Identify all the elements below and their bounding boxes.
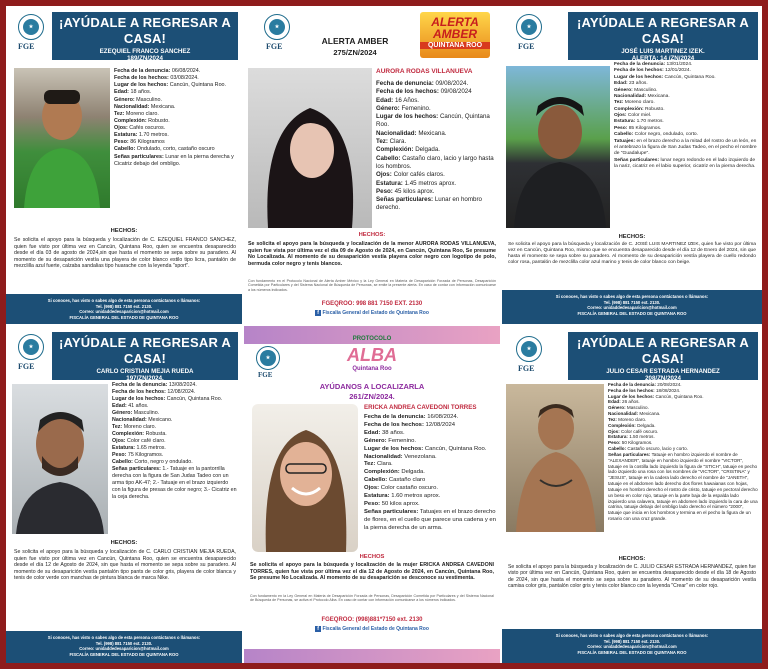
details-row: Nacionalidad: Mexicana. — [614, 93, 670, 99]
fge-logo-icon: ★ — [516, 336, 542, 362]
details-row: Edad: 16 Años. — [376, 96, 420, 104]
person-silhouette-icon — [248, 68, 372, 228]
details-row: Nacionalidad: Mexicano. — [112, 416, 173, 423]
poster-collage — [6, 6, 762, 663]
details-row: Complexión: Delgada. — [376, 146, 440, 154]
folio: 197/ZN/2024. — [126, 375, 164, 383]
fine-print: Con fundamento en la Ley General en Materia de Desaparición Forzada de Personas, Desaparición Cometida por Particulares y del Sistema Nacional de Búsqueda de Personas, se activa el Protocolo Alba. En caso de contar con información comunicarse a los números indicados. — [250, 594, 494, 603]
details-row: Señas particulares: lunar negro redondo en el lado izquierdo de la nariz, cicatriz en el labio superior, cicatriz en la pierna derecha. — [614, 157, 756, 169]
details-row: Señas particulares: Tatuaje en hombro izquierdo el nombre de "ALEXANDER", tatuaje en hombro izquierdo el nombre "VICTOR", tatuaje en la costilla lado izquierdo la figura de "STICH", tatuaje en pecho lado izquierdo una rosa con los nombres de "VICTOR", "CRISTINA" y "JESUS", tatuaje en la cadera lado derecho el nombre de "JANETH", tatuaje en el abdomen lado derecho dos flores hawaianas con hojas, tatuaje en hombro derecho el rostro de cristo, tatuaje en pectoral derecho un beso en color rojo, tatuaje en la parte baja de la espalda lado izquierdo una calavera, tatuaje en abdomen lado izquierdo la cara de una catrina, tatuaje debajo del ombligo lado derecho el número "2000", tatuaje que inicia en los hombros y termina en el pecho la figura de un rosario con una cruz grande. — [608, 451, 758, 522]
details-row: Señas particulares: Lunar en la pierna derecha y Cicatriz debajo del ombligo. — [114, 153, 234, 167]
details-row: Lugar de los hechos: Cancún, Quintana Roo. — [376, 113, 490, 129]
hechos-text: Se solicita el apoyo para la búsqueda y localización de la mujer ERICKA ANDREA CAVEDONI TORRES, quien fue vista por última vez el día 12 de Agosto de 2024, en Cancún, Quintana Roo, Se presume No Localizada. Al momento de su desaparición se desconoce su vestimenta. — [250, 562, 494, 582]
fge-logo-icon: ★ — [264, 14, 290, 40]
details-list — [376, 80, 496, 213]
page-title: ¡AYÚDALE A REGRESAR A CASA! — [576, 15, 749, 47]
person-name: EZEQUIEL FRANCO SANCHEZ — [99, 47, 191, 55]
title-banner — [52, 332, 238, 383]
card-ericka — [244, 326, 500, 663]
details-row: Estatura: 1.65 metros. — [112, 444, 166, 451]
details-row: Fecha de los hechos: 18/08/2024. — [608, 387, 681, 393]
person-photo — [248, 68, 372, 228]
details-row: Señas particulares: 1.- Tatuaje en la pantorrilla derecha con la figura de San Judas Tadeo con un arma tipo AK-47; 2.- Tatuaje en el brazo izquierdo con la figura de presas de color negro; 3.- Cicatriz en la ceja derecha. — [112, 465, 237, 500]
card-aurora — [244, 6, 500, 324]
alba-bottom-bar — [244, 649, 500, 663]
person-silhouette-icon — [506, 66, 610, 228]
details-row: Complexión: Robusto. — [614, 106, 665, 112]
details-row: Género: Masculino. — [608, 405, 649, 411]
folio: 275/ZN/2024 — [333, 48, 377, 57]
details-row: Tez: Moreno claro. — [114, 110, 159, 117]
folio: 261/ZN/2024. — [349, 392, 395, 401]
contact-footer: Si conoces, has visto o sabes algo de esta persona contáctanos o llámanos: Tel. (998) 881 7150 ext. 2130. Correo: unidaddedesaparicion@hotmail.com FISCALÍA GENERAL DEL ESTADO DE QUINTANA ROO — [502, 290, 762, 324]
folio: ALERTA: 14 /ZN/2024 — [631, 55, 695, 63]
fine-print: Con fundamento en el Protocolo Nacional de Alerta Amber México y la Ley General en Materia de Desaparición Forzada de Personas, Desaparición Cometida por Particulares y del Sistema Nacional de Búsqueda de Personas, se emite la presente alerta. En caso de contar con información comunicarse a los números indicados. — [248, 279, 496, 292]
details-row: Fecha de denuncia: 09/08/2024. — [376, 80, 469, 87]
details-row: Fecha de los hechos: 12/08/2024. — [112, 388, 196, 395]
details-list — [364, 414, 496, 533]
fge-label: FGE — [258, 371, 273, 379]
details-row: Ojos: Color café oscuro. — [608, 428, 659, 434]
facebook-icon: f — [315, 626, 321, 632]
details-row: Peso: 85 Kilogramos. — [614, 125, 662, 131]
facebook-icon: f — [315, 310, 321, 316]
fge-logo-icon: ★ — [256, 346, 280, 370]
details-row: Peso: 50 kilos aprox. — [364, 500, 420, 507]
details-list — [614, 62, 758, 170]
details-row: Género: Masculino. — [114, 96, 162, 103]
contact-footer: Si conoces, has visto o sabes algo de esta persona contáctanos o llámanos: Tel. (998) 881 7150 ext. 2130. Correo: unidaddedesaparicion@hotmail.com FISCALÍA GENERAL DEL ESTADO DE QUINTANA ROO — [6, 294, 242, 324]
page-title: ¡AYÚDALE A REGRESAR A CASA! — [58, 335, 231, 367]
details-row: Género: Masculino. — [112, 409, 160, 416]
details-row: Estatura: 1.60 metros aprox. — [364, 493, 441, 500]
details-row: Ojos: Color café claro. — [112, 437, 166, 444]
hechos-text: Se solicita el apoyo para la búsqueda y localización de C. CARLO CRISTIAN MEJIA RUEDA, quien fue visto por última vez en Cancún, Quintana Roo, quien se encuentra desaparecido desde el día 12 de Agosto de 2024, sin que hasta el momento se sepa sobre su paradero. Al momento de su desaparición vestía pantalón tipo pants de color gris, playera de color blanca y tenis de color verde con manchas de pintura blanca de marca Nike. — [14, 549, 236, 581]
details-row: Peso: 86 Kilogramos — [114, 139, 165, 146]
person-name: JOSÉ LUIS MARTINEZ IZEK. — [621, 47, 705, 55]
details-row: Cabello: Corto, negro y ondulado. — [112, 458, 193, 465]
details-row: Estatura: 1.45 metros aprox. — [376, 179, 457, 187]
details-row: Ojos: Color miel. — [614, 113, 652, 118]
page-title: ¡AYÚDALE A REGRESAR A CASA! — [576, 335, 749, 367]
person-photo — [506, 384, 604, 532]
folio: 208/ZN/2024 — [645, 375, 681, 383]
amber-alert-logo: ALERTA AMBER QUINTANA ROO — [420, 12, 490, 58]
alert-title: ALERTA AMBER — [321, 36, 389, 46]
person-name: AURORA RODAS VILLANUEVA — [376, 68, 473, 75]
hechos-title: HECHOS: — [110, 540, 138, 546]
contact-phone: FGEQROO: (998)881*7150 ext. 2130 — [321, 617, 423, 623]
details-row: Ojos: Color castaño oscuro. — [364, 485, 439, 492]
details-row: Peso: 75 Kilogramos. — [112, 451, 164, 458]
fge-logo-icon: ★ — [516, 14, 542, 40]
person-silhouette-icon — [506, 384, 604, 532]
contact-footer: Si conoces, has visto o sabes algo de esta persona contáctanos o llámanos: Tel. (998) 881 7150 ext. 2130. Correo: unidaddedesaparicion@hotmail.com FISCALÍA GENERAL DEL ESTADO DE QUINTANA ROO — [502, 629, 762, 663]
details-row: Cabello: Castaño oscuro, lacio y corto. — [608, 446, 688, 452]
details-row: Complexión: Robusta. — [112, 430, 167, 437]
hechos-title: HECHOS: — [618, 234, 646, 240]
hechos-text: Se solicita el apoyo para la búsqueda y localización de C. JOSÉ LUIS MARTINEZ IZEK, quien fue visto por última vez en Cancún, Quintana Roo, mismo que se encuentra desaparecido desde el día 12 de Enero del 2024, sin que hasta el momento se sepa sobre su paradero. Al momento de su desaparición vestía playera de cuello redondo color rosa, pantalón de mezclilla color azul marino y tenis de color blanco con beige. — [508, 242, 756, 266]
fge-label: FGE — [266, 42, 283, 51]
details-row: Fecha de la denuncia: 13/08/2024. — [112, 382, 197, 388]
details-list — [608, 382, 758, 522]
details-row: Lugar de los hechos: Cancún, Quintana Roo. — [112, 395, 223, 402]
fge-label: FGE — [18, 42, 35, 51]
title-banner — [568, 332, 758, 383]
details-row: Ojos: Color cafés claros. — [376, 171, 445, 179]
details-row: Señas particulares: Lunar en hombro derecho. — [376, 196, 482, 212]
details-row: Género: Femenino. — [376, 104, 431, 112]
details-row: Cabello: Castaño claro, lacio y largo hasta los hombros. — [376, 154, 494, 170]
person-photo — [252, 404, 358, 552]
details-row: Lugar de los hechos: Cancún, Quintana Roo. — [364, 445, 487, 452]
fge-label: FGE — [518, 42, 535, 51]
details-row: Fecha de los hechos: 12/08/2024 — [364, 421, 456, 428]
details-row: Género: Masculino. — [614, 87, 658, 93]
details-list — [114, 68, 236, 168]
hechos-title: HECHOS: — [618, 556, 646, 562]
person-name: ERICKA ANDREA CAVEDONI TORRES — [364, 404, 477, 411]
facebook-link[interactable]: f Fiscalía General del Estado de Quintana Roo — [244, 310, 500, 316]
details-row: Complexión: Robusto. — [114, 117, 170, 124]
title-banner — [52, 12, 238, 63]
page-title: ¡AYÚDALE A REGRESAR A CASA! — [58, 15, 231, 47]
card-carlo — [6, 326, 242, 663]
card-julio — [502, 326, 762, 663]
details-row: Lugar de los hechos: Cancún, Quintana Roo. — [608, 393, 704, 399]
details-row: Cabello: Castaño claro — [364, 477, 426, 484]
details-row: Complexión: Delgada. — [364, 469, 425, 476]
details-row: Estatura: 1.70 metros. — [114, 132, 169, 139]
contact-phone: FGEQROO: 998 881 7150 EXT. 2130 — [321, 301, 423, 307]
person-silhouette-icon — [12, 384, 108, 534]
details-row: Peso: 45 kilos aprox. — [376, 187, 435, 195]
hechos-title: HECHOS: — [110, 228, 138, 234]
details-row: Lugar de los hechos: Cancún, Quintana Roo. — [614, 74, 716, 80]
details-row: Fecha de la denuncia: 13/01/2024. — [614, 62, 693, 67]
person-photo — [14, 68, 110, 208]
details-row: Tez: Clara. — [376, 138, 407, 146]
details-row: Edad: 18 años. — [114, 89, 152, 96]
person-silhouette-icon — [252, 404, 358, 552]
details-list — [112, 382, 238, 501]
details-row: Fecha de los hechos: 03/08/2024. — [114, 75, 199, 82]
fge-label: FGE — [518, 364, 535, 373]
details-row: Lugar de los hechos: Cancún, Quintana Roo. — [114, 82, 227, 89]
person-silhouette-icon — [14, 68, 110, 208]
fge-logo-icon: ★ — [18, 14, 44, 40]
title-banner — [568, 12, 758, 63]
alba-logo: PROTOCOLO ALBA Quintana Roo — [347, 336, 397, 372]
details-row: Género: Femenino. — [364, 437, 417, 444]
details-row: Edad: 41 años. — [112, 402, 149, 409]
hechos-text: Se solicita el apoyo para la búsqueda y localización de la menor AURORA RODAS VILLANUEVA, quien fue vista por última vez el día 09 de Agosto de 2024, en Cancún, Quintana Roo, Se presume No Localizada. Al momento de su desaparición vestía playera color negro con logotipo de polo, bermuda color negro y tenis blancos. — [248, 241, 496, 267]
details-row: Tez: Clara. — [364, 461, 393, 468]
hechos-text: Se solicita el apoyo para la búsqueda y localización de C. EZEQUIEL FRANCO SANCHEZ, quien fue visto por última vez en Cancún, Quintana Roo, quien se encuentra desaparecido desde el día 03 de agosto de 2024,sin que hasta el momento se sepa sobre su paradero. Al momento de su desaparición vestía una playera de color blanco estilo tipo licra, pantalón de mezclilla azul fuerte, calzaba sandalias tipo huarache con la leyenda "sport". — [14, 237, 236, 269]
details-row: Tatuajes: en el brazo derecho a la mitad del rostro de un león, en el antebrazo la figura de San Judas Tadeo, en el pecho el nombre de "Guadalupe". — [614, 138, 757, 157]
hechos-title: HECHOS: — [358, 232, 386, 238]
details-row: Tez: Moreno claro. — [608, 416, 647, 422]
details-row: Estatura: 1.70 metros. — [614, 119, 664, 125]
person-photo — [12, 384, 108, 534]
facebook-link[interactable]: f Fiscalía General del Estado de Quintana Roo — [244, 626, 500, 632]
fge-logo-icon: ★ — [18, 334, 44, 360]
card-jose — [502, 6, 762, 324]
details-row: Fecha de la denuncia: 16/08/2024. — [364, 414, 459, 420]
fge-label: FGE — [18, 362, 35, 371]
details-row: Edad: 38 años. — [364, 429, 405, 436]
details-row: Cabello: Ondulado, corto, castaño oscuro — [114, 146, 215, 153]
folio: 189/ZN/2024 — [127, 55, 163, 63]
details-row: Fecha de la denuncia: 20/08/2024. — [608, 382, 682, 387]
hechos-text: Se solicita el apoyo para la búsqueda y localización de C. JULIO CESAR ESTRADA HERNANDEZ, quien fue visto por última vez en Cancún, Quintana Roo, quien se encuentra desaparecido desde el día 18 de Agosto de 2024, sin que hasta el momento se sepa sobre su paradero. Al momento de su desaparición vestía camisa color gris, pantalón color gris y tenis color blanco con la leyenda "Crear" en color rojo. — [508, 564, 756, 590]
details-row: Nacionalidad: Venezolana. — [364, 453, 437, 460]
person-name: CARLO CRISTIAN MEJIA RUEDA — [96, 367, 194, 375]
details-row: Ojos: Cafés oscuros. — [114, 125, 166, 131]
details-row: Nacionalidad: Mexicana. — [608, 411, 661, 417]
details-row: Fecha de los hechos: 12/01/2024. — [614, 68, 691, 74]
contact-footer: Si conoces, has visto o sabes algo de esta persona contáctanos o llámanos: Tel. (998) 881 7150 ext. 2130. Correo: unidaddedesaparicion@hotmail.com FISCALÍA GENERAL DEL ESTADO DE QUINTANA ROO — [6, 631, 242, 663]
details-row: Edad: 26 años. — [608, 399, 640, 405]
details-row: Nacionalidad: Mexicana. — [114, 103, 176, 110]
person-name: JULIO CESAR ESTRADA HERNANDEZ — [606, 367, 720, 375]
person-photo — [506, 66, 610, 228]
details-row: Fecha de la denuncia: 06/08/2024. — [114, 68, 201, 74]
details-row: Tez: Moreno claro. — [112, 423, 157, 430]
details-row: Tez: Moreno claro. — [614, 100, 655, 106]
details-row: Edad: 23 años. — [614, 81, 648, 87]
details-row: Complexión: Delgada. — [608, 422, 656, 428]
details-row: Cabello: Color negro, ondulado, corto. — [614, 132, 699, 138]
details-row: Estatura: 1.50 metros. — [608, 434, 655, 440]
details-row: Fecha de los hechos: 09/08/2024 — [376, 88, 472, 96]
details-row: Peso: 50 Kilogramos. — [608, 440, 653, 446]
hechos-title: HECHOS — [359, 554, 385, 560]
details-row: Señas particulares: Tatuajes en el brazo derecho de flores, en el cuello que parece una cadena y en la pierna derecha de un arma. — [364, 508, 496, 531]
subtitle: AYÚDANOS A LOCALIZARLA — [319, 382, 425, 391]
card-ezequiel — [6, 6, 242, 324]
details-row: Nacionalidad: Mexicana. — [376, 129, 447, 137]
